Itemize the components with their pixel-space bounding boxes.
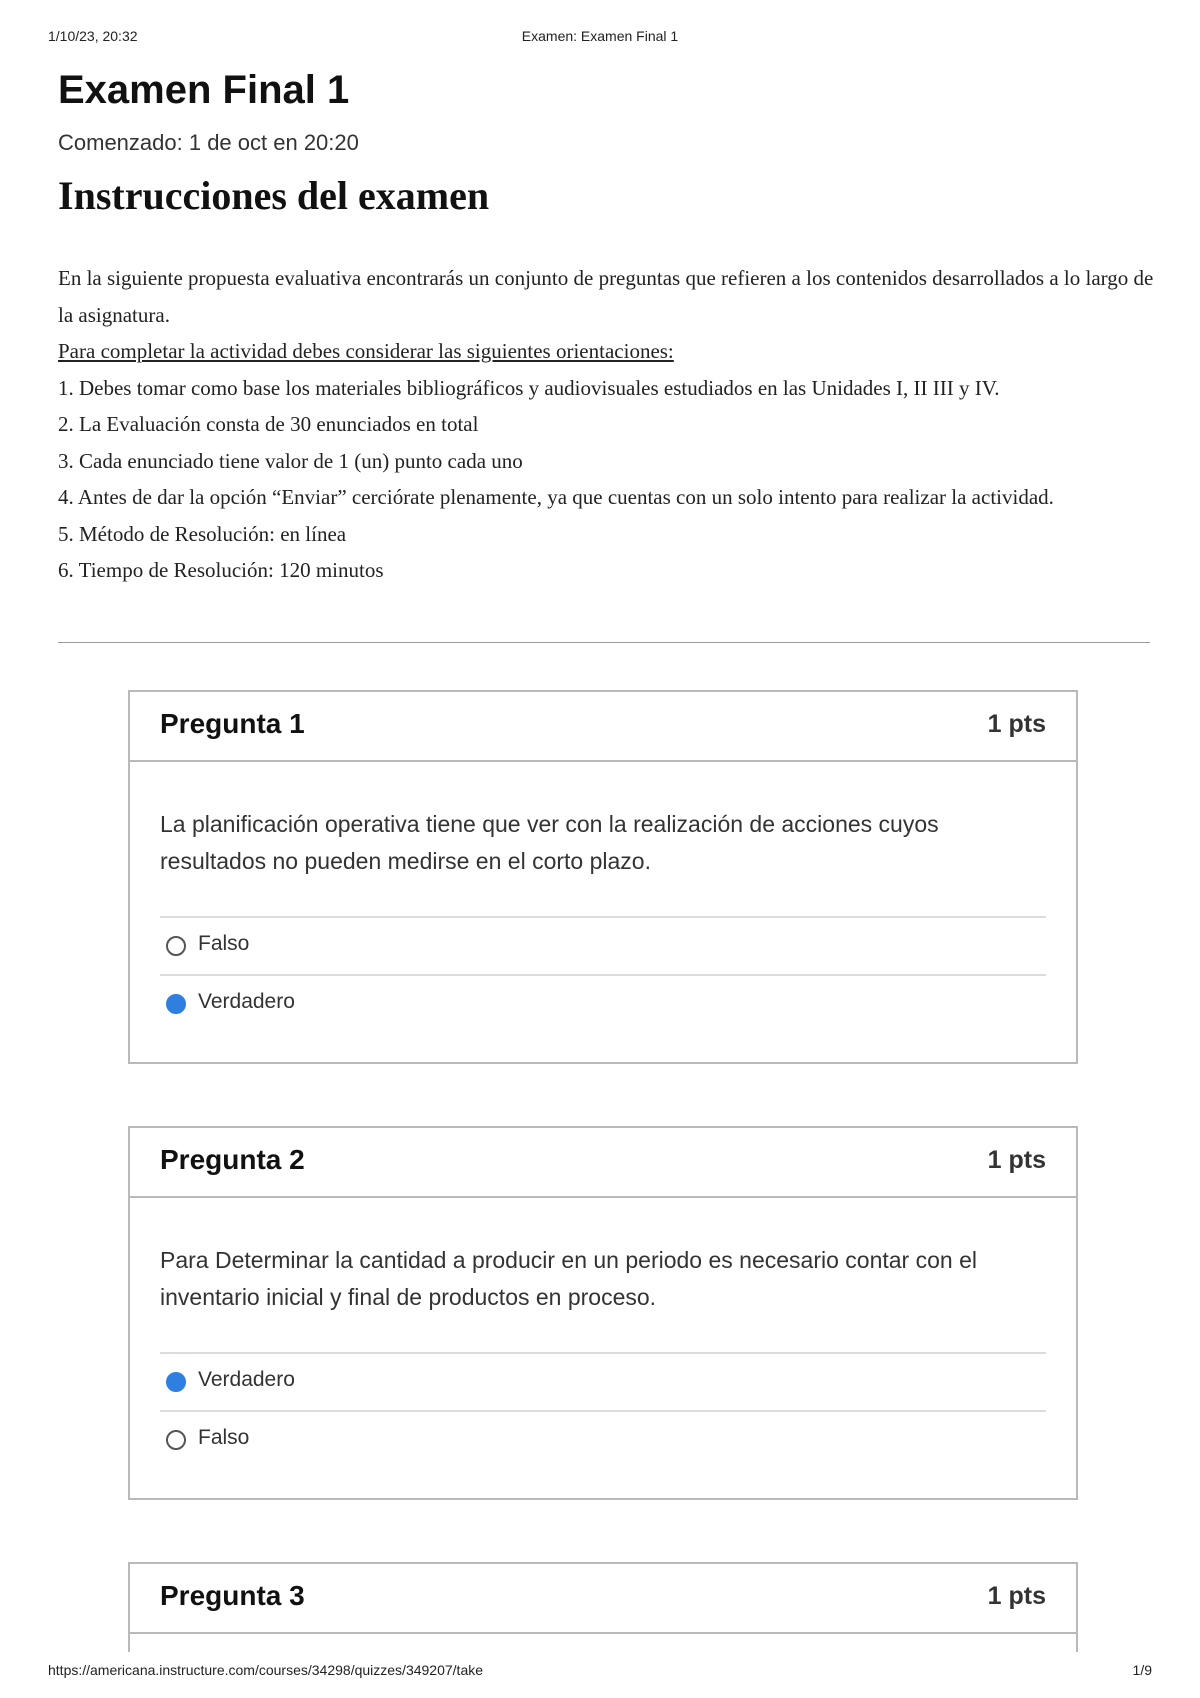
question-text: La planificación operativa tiene que ver con la realización de acciones cuyos resultados no pueden medirse en el corto plazo.	[160, 811, 939, 874]
answer-option[interactable]	[160, 1410, 1046, 1468]
quiz-content	[58, 60, 1154, 589]
instruction-item: 1. Debes tomar como base los materiales bibliográficos y audiovisuales estudiados en las Unidades I, II III y IV.	[58, 375, 1000, 400]
instructions-intro: En la siguiente propuesta evaluativa encontrarás un conjunto de preguntas que refieren a los contenidos desarrollados a lo largo de la asignatura.	[58, 266, 1154, 327]
print-page-title: Examen: Examen Final 1	[521, 28, 679, 44]
divider	[58, 642, 1150, 643]
print-datetime: 1/10/23, 20:32	[48, 28, 138, 44]
print-url: https://americana.instructure.com/courses/34298/quizzes/349207/take	[48, 1662, 484, 1678]
question-card-3	[128, 1562, 1078, 1652]
question-title: Pregunta 3	[160, 1580, 305, 1611]
question-points: 1 pts	[987, 1582, 1046, 1610]
page-title: Examen Final 1	[58, 68, 350, 112]
question-card-2	[128, 1126, 1078, 1500]
instructions-title: Instrucciones del examen	[58, 173, 490, 218]
instruction-item: 5. Método de Resolución: en línea	[58, 521, 347, 546]
radio-checked-icon[interactable]	[166, 994, 186, 1014]
answer-list	[160, 916, 1046, 1032]
instructions-body	[58, 260, 1158, 589]
print-header	[48, 28, 1152, 48]
question-header	[130, 1128, 1076, 1198]
print-footer	[48, 1662, 1152, 1682]
answer-option[interactable]	[160, 974, 1046, 1032]
question-header	[130, 692, 1076, 762]
answer-option[interactable]	[160, 1352, 1046, 1410]
instruction-item: 2. La Evaluación consta de 30 enunciados en total	[58, 412, 479, 436]
answer-label: Verdadero	[198, 1368, 295, 1391]
question-header	[130, 1564, 1076, 1634]
question-points: 1 pts	[987, 710, 1046, 738]
radio-unchecked-icon[interactable]	[166, 936, 186, 956]
question-text: Para Determinar la cantidad a producir en un periodo es necesario contar con el inventario inicial y final de productos en proceso.	[160, 1247, 977, 1310]
answer-label: Verdadero	[198, 990, 295, 1013]
question-body	[130, 1198, 1076, 1498]
answer-list	[160, 1352, 1046, 1468]
question-points: 1 pts	[987, 1146, 1046, 1174]
question-card-1	[128, 690, 1078, 1064]
radio-unchecked-icon[interactable]	[166, 1430, 186, 1450]
answer-label: Falso	[198, 932, 250, 955]
instructions-lead: Para completar la actividad debes considerar las siguientes orientaciones:	[58, 339, 674, 363]
question-title: Pregunta 1	[160, 708, 305, 739]
instruction-item: 3. Cada enunciado tiene valor de 1 (un) punto cada uno	[58, 448, 523, 473]
quiz-started-timestamp: Comenzado: 1 de oct en 20:20	[58, 130, 359, 155]
instruction-item: 6. Tiempo de Resolución: 120 minutos	[58, 558, 384, 582]
question-body	[130, 762, 1076, 1062]
answer-label: Falso	[198, 1426, 250, 1449]
question-title: Pregunta 2	[160, 1144, 305, 1175]
answer-option[interactable]	[160, 916, 1046, 974]
radio-checked-icon[interactable]	[166, 1372, 186, 1392]
print-page-number: 1/9	[1132, 1662, 1152, 1678]
instruction-item: 4. Antes de dar la opción “Enviar” cerciórate plenamente, ya que cuentas con un solo intento para realizar la actividad.	[58, 485, 1054, 509]
